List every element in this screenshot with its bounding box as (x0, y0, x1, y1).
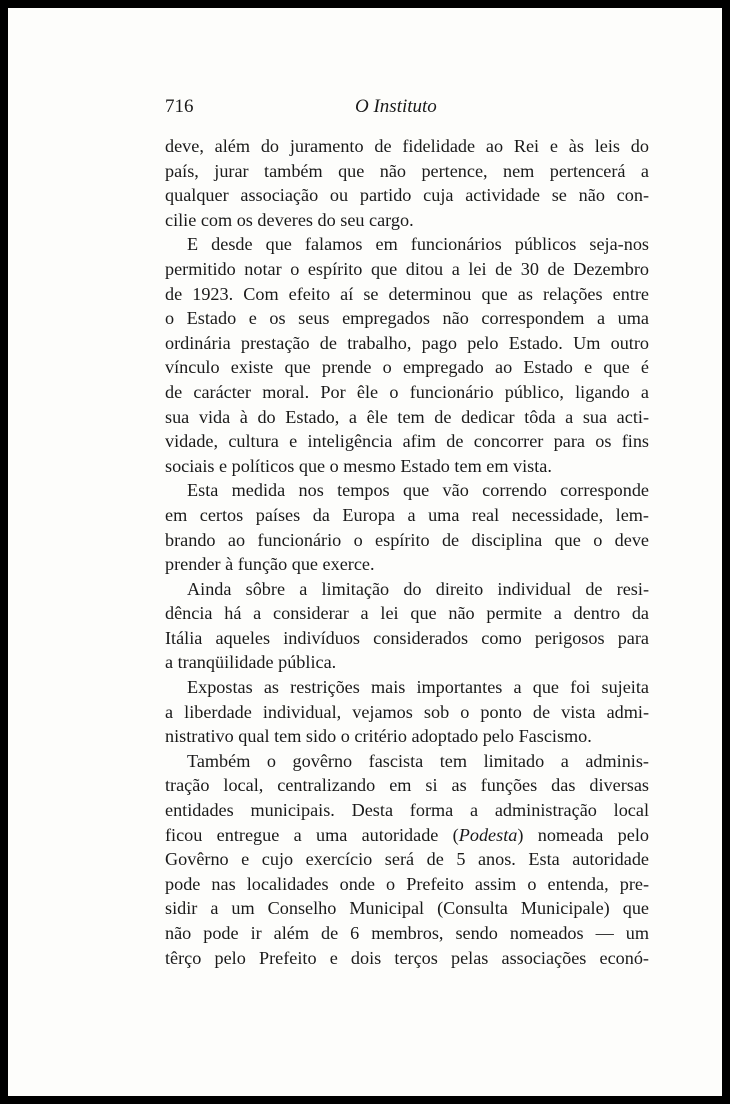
line-text-after: ) nomeada pelo (517, 824, 649, 845)
text-line: prender à função que exerce. (165, 554, 375, 575)
text-line: dência há a considerar a lei que não permite a dentro da (165, 603, 649, 624)
text-line: Govêrno e cujo exercício será de 5 anos. Esta autoridade (165, 849, 649, 870)
text-line: a liberdade individual, vejamos sob o ponto de vista admi- (165, 701, 649, 722)
paragraph-5 (165, 675, 649, 749)
text-line: vínculo existe que prende o empregado ao Estado e que é (165, 357, 649, 378)
text-line: em certos países da Europa a uma real necessidade, lem- (165, 504, 649, 525)
text-line: Expostas as restrições mais importantes a que foi sujeita (187, 677, 649, 698)
paragraph-1 (165, 134, 649, 232)
paragraph-6 (165, 749, 649, 970)
italic-term: Podesta (458, 824, 518, 845)
paragraph-3 (165, 478, 649, 576)
text-line: qualquer associação ou partido cuja actividade se não con- (165, 185, 649, 206)
text-line: Também o govêrno fascista tem limitado a adminis- (187, 750, 649, 771)
text-line: têrço pelo Prefeito e dois terços pelas associações econó- (165, 947, 649, 968)
page-number: 716 (165, 96, 194, 117)
text-line: de carácter moral. Por êle o funcionário público, ligando a (165, 381, 649, 402)
text-line: Itália aqueles indivíduos considerados como perigosos para (165, 627, 649, 648)
text-line: E desde que falamos em funcionários públicos seja-nos (187, 234, 649, 255)
text-line: sua vida à do Estado, a êle tem de dedicar tôda a sua acti- (165, 406, 649, 427)
text-line: Esta medida nos tempos que vão correndo corresponde (187, 480, 649, 501)
text-line: permitido notar o espírito que ditou a lei de 30 de Dezembro (165, 258, 649, 279)
text-line: entidades municipais. Desta forma a administração local (165, 800, 649, 821)
text-line: vidade, cultura e inteligência afim de concorrer para os fins (165, 431, 649, 452)
text-line: de 1923. Com efeito aí se determinou que as relações entre (165, 283, 649, 304)
text-line: sidir a um Conselho Municipal (Consulta Municipale) que (165, 898, 649, 919)
text-line: cilie com os deveres do seu cargo. (165, 209, 414, 230)
text-line: país, jurar também que não pertence, nem pertencerá a (165, 160, 649, 181)
line-text-before: ficou entregue a uma autoridade ( (165, 824, 459, 845)
book-page (8, 8, 722, 1096)
text-line: brando ao funcionário o espírito de disciplina que o deve (165, 529, 649, 550)
paragraph-2 (165, 232, 649, 478)
text-line: nistrativo qual tem sido o critério adoptado pelo Fascismo. (165, 726, 592, 747)
text-line: ordinária prestação de trabalho, pago pelo Estado. Um outro (165, 332, 649, 353)
paragraph-4 (165, 577, 649, 675)
text-line-mixed (165, 823, 649, 848)
text-line: deve, além do juramento de fidelidade ao Rei e às leis do (165, 136, 649, 156)
text-line: sociais e políticos que o mesmo Estado tem em vista. (165, 455, 552, 476)
body-text (165, 134, 649, 970)
running-title: O Instituto (355, 96, 437, 117)
text-line: pode nas localidades onde o Prefeito assim o entenda, pre- (165, 873, 649, 894)
text-line: Ainda sôbre a limitação do direito individual de resi- (187, 578, 649, 599)
text-line: a tranqüilidade pública. (165, 652, 337, 673)
text-line: o Estado e os seus empregados não correspondem a uma (165, 308, 649, 329)
text-line: não pode ir além de 6 membros, sendo nomeados — um (165, 923, 649, 943)
text-line: tração local, centralizando em si as funções das diversas (165, 775, 649, 796)
page-header (165, 96, 649, 120)
